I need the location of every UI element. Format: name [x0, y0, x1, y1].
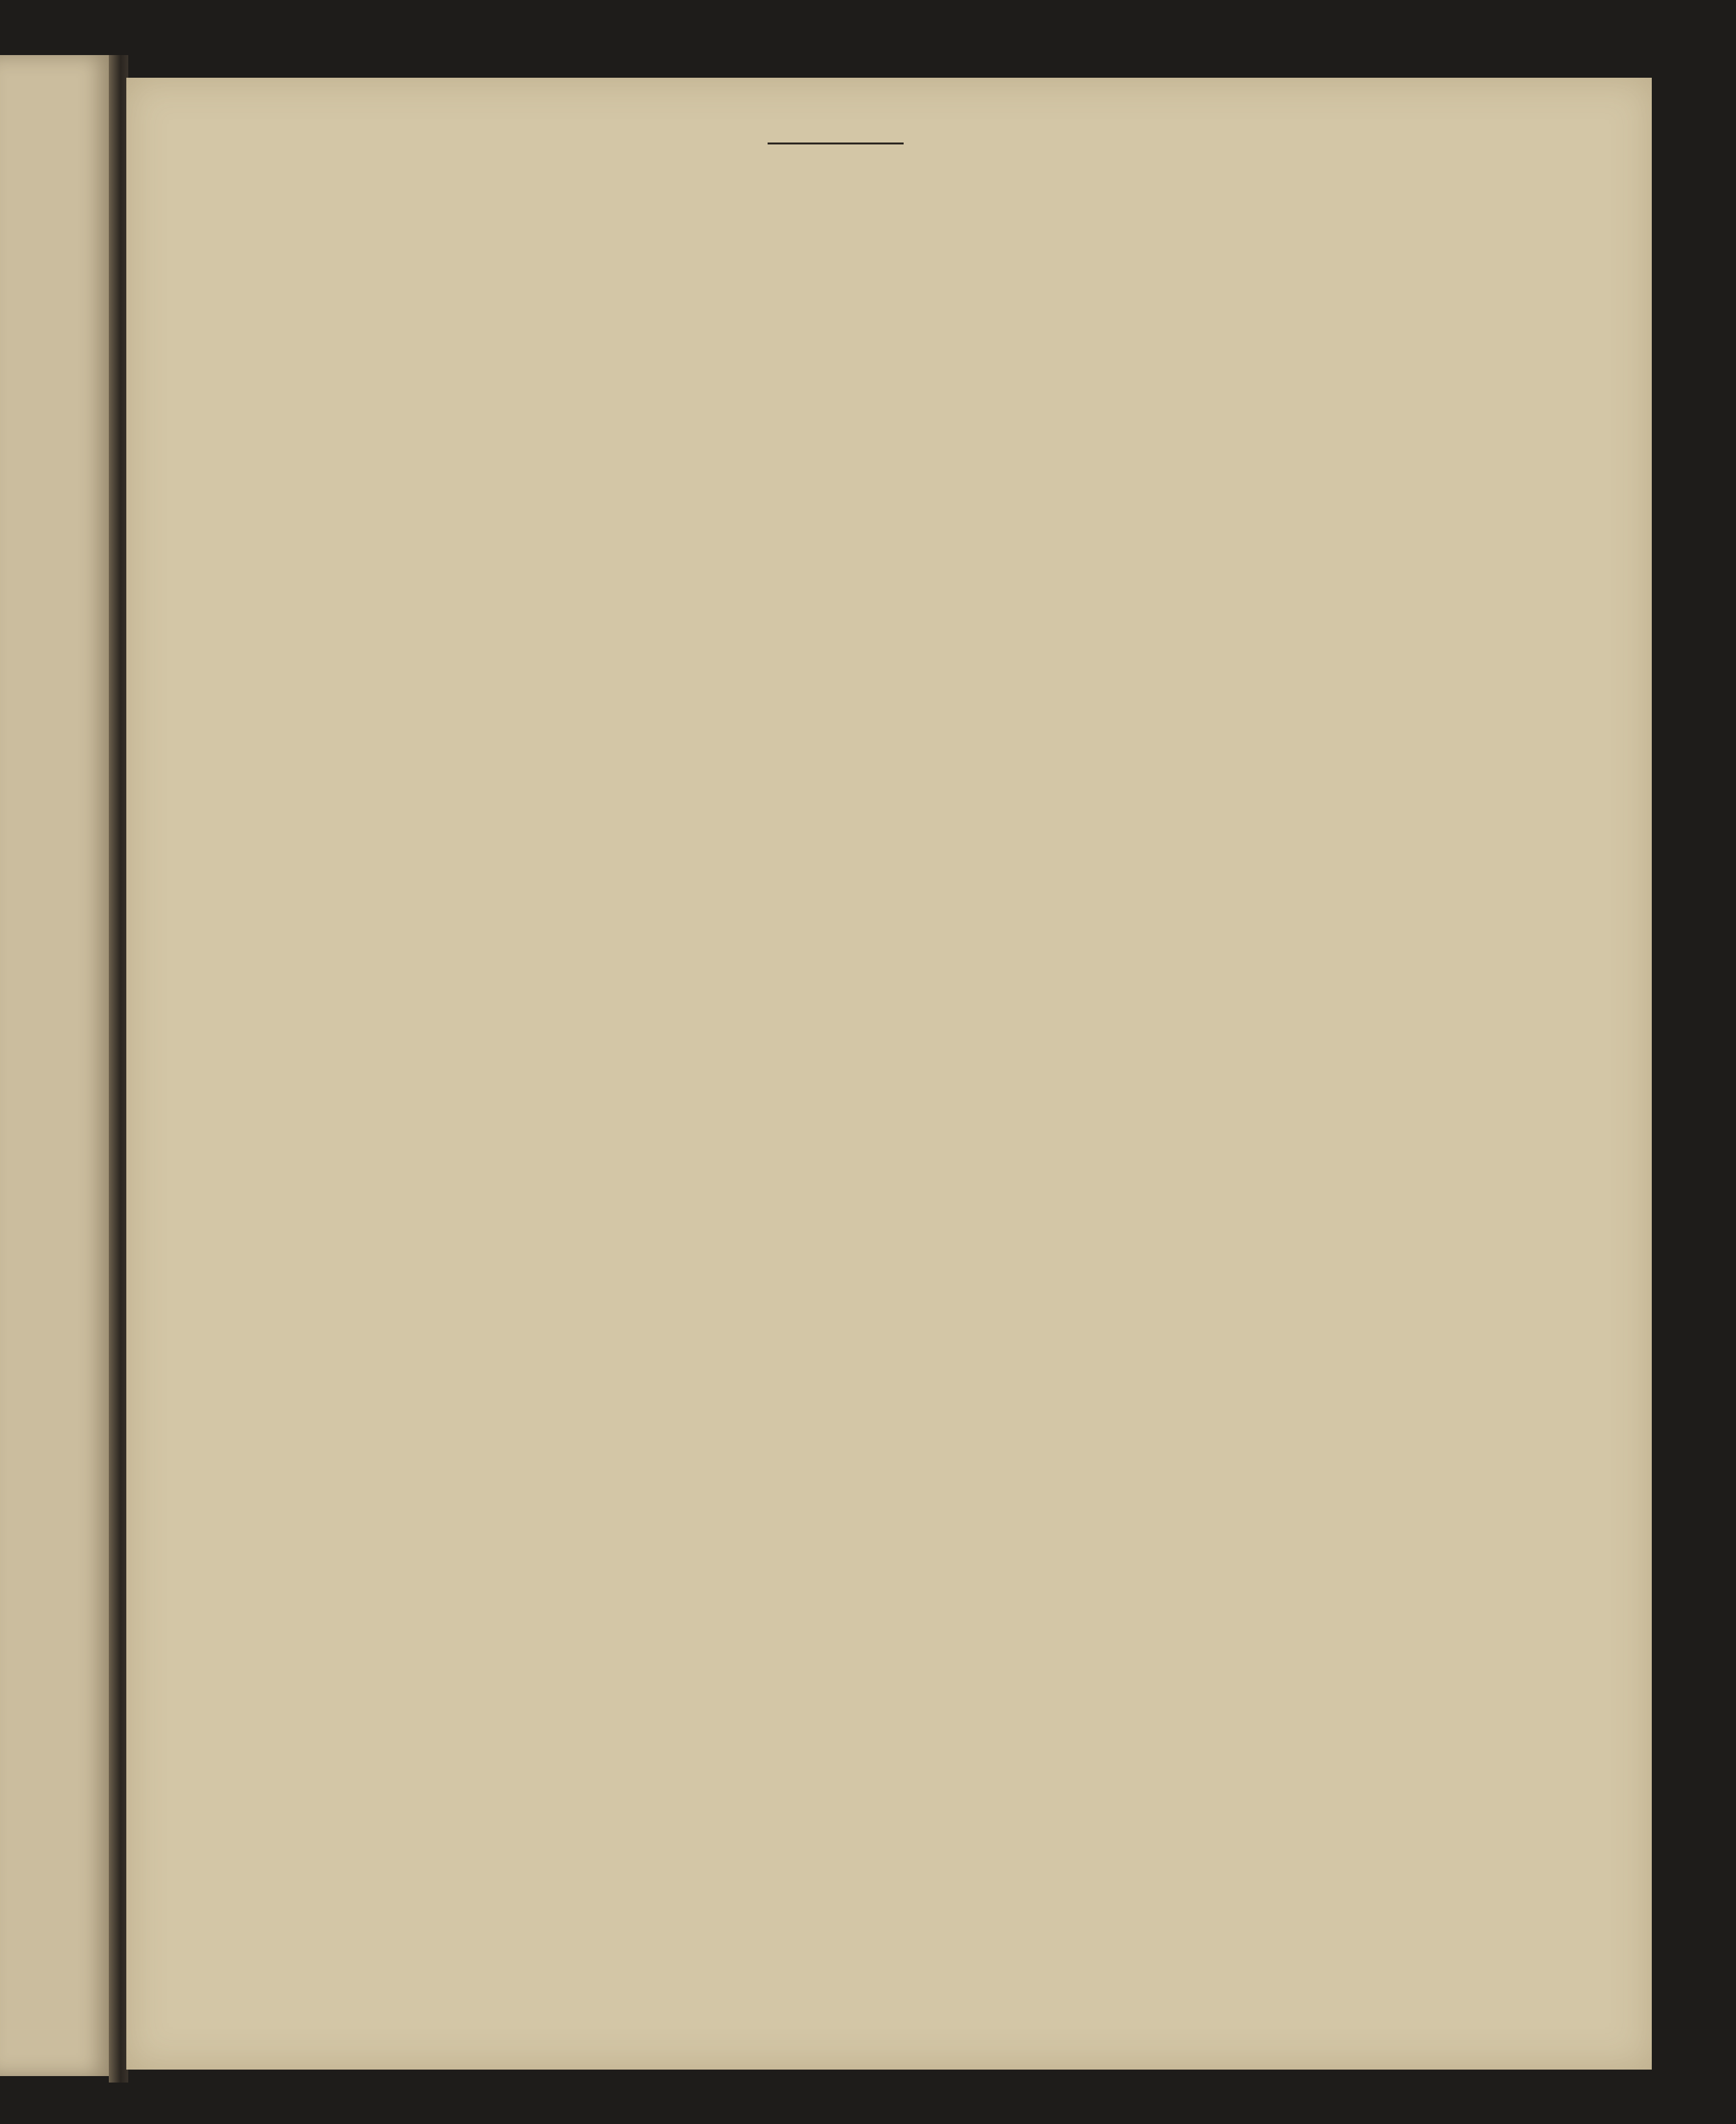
book-gutter: [109, 55, 128, 2083]
document-page: [126, 78, 1652, 2070]
page-number: [768, 136, 904, 144]
facing-page-edge: [0, 55, 113, 2076]
